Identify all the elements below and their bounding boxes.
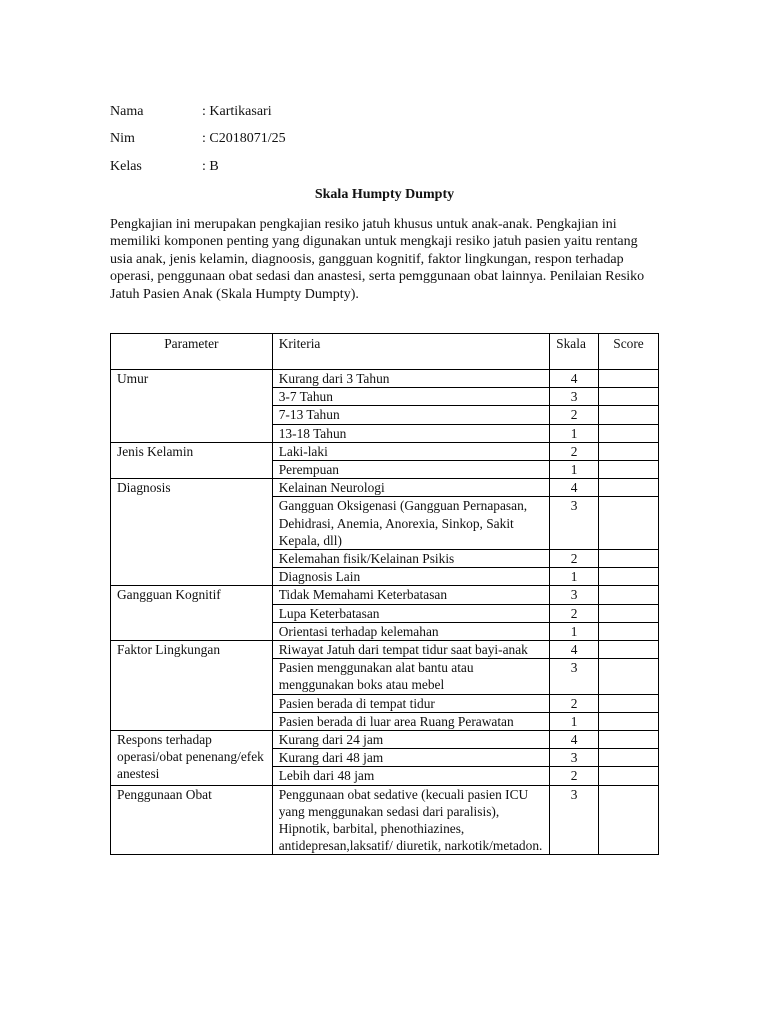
score-cell <box>599 731 659 749</box>
score-cell <box>599 622 659 640</box>
score-cell <box>599 749 659 767</box>
humpty-dumpty-table <box>110 333 659 855</box>
header-skala: Skala <box>550 334 599 370</box>
skala-cell: 2 <box>550 442 599 460</box>
skala-cell: 3 <box>550 659 599 694</box>
table-row <box>111 370 659 388</box>
kriteria-cell: Perempuan <box>272 461 549 479</box>
header-parameter: Parameter <box>111 334 273 370</box>
kriteria-cell: Pasien menggunakan alat bantu atau menggunakan boks atau mebel <box>272 659 549 694</box>
kriteria-cell: Riwayat Jatuh dari tempat tidur saat bayi-anak <box>272 641 549 659</box>
skala-cell: 4 <box>550 731 599 749</box>
skala-cell: 1 <box>550 461 599 479</box>
nama-value: : Kartikasari <box>202 104 272 119</box>
intro-paragraph: Pengkajian ini merupakan pengkajian resiko jatuh khusus untuk anak-anak. Pengkajian ini memiliki komponen penting yang digunakan untuk mengkaji resiko jatuh pasien yaitu rentang usia anak, jenis kelamin, diagnoosis, gangguan kognitif, faktor lingkungan, respon terhadap operasi, penggunaan obat sedasi dan anastesi, serta pemggunaan obat lainnya. Penilaian Resiko Jatuh Pasien Anak (Skala Humpty Dumpty). <box>110 217 645 302</box>
kriteria-cell: Tidak Memahami Keterbatasan <box>272 586 549 604</box>
score-cell <box>599 479 659 497</box>
skala-cell: 2 <box>550 406 599 424</box>
kriteria-cell: Pasien berada di tempat tidur <box>272 694 549 712</box>
document-title: Skala Humpty Dumpty <box>314 187 455 202</box>
table-header-row <box>111 334 659 370</box>
score-cell <box>599 497 659 550</box>
score-cell <box>599 604 659 622</box>
score-cell <box>599 461 659 479</box>
skala-cell: 1 <box>550 622 599 640</box>
score-cell <box>599 767 659 785</box>
kriteria-cell: 13-18 Tahun <box>272 424 549 442</box>
header-kriteria: Kriteria <box>272 334 549 370</box>
score-cell <box>599 370 659 388</box>
kriteria-cell: Kurang dari 48 jam <box>272 749 549 767</box>
kriteria-cell: 7-13 Tahun <box>272 406 549 424</box>
nim-label: Nim <box>110 131 135 146</box>
kriteria-cell: Pasien berada di luar area Ruang Perawatan <box>272 712 549 730</box>
skala-cell: 2 <box>550 604 599 622</box>
kriteria-cell: Penggunaan obat sedative (kecuali pasien ICU yang menggunakan sedasi dari paralisis), Hipnotik, barbital, phenothiazines, antidepresan,laksatif/ diuretik, narkotik/metadon. <box>272 785 549 855</box>
score-cell <box>599 442 659 460</box>
parameter-cell: Jenis Kelamin <box>111 442 273 478</box>
score-cell <box>599 659 659 694</box>
header-score: Score <box>599 334 659 370</box>
score-cell <box>599 424 659 442</box>
kriteria-cell: Lupa Keterbatasan <box>272 604 549 622</box>
skala-cell: 2 <box>550 694 599 712</box>
nim-value: : C2018071/25 <box>202 131 286 146</box>
table-body <box>111 370 659 855</box>
skala-cell: 1 <box>550 424 599 442</box>
table-row <box>111 479 659 497</box>
table-row <box>111 641 659 659</box>
skala-cell: 4 <box>550 641 599 659</box>
kriteria-cell: Kurang dari 24 jam <box>272 731 549 749</box>
skala-cell: 4 <box>550 370 599 388</box>
score-cell <box>599 712 659 730</box>
skala-cell: 2 <box>550 550 599 568</box>
kriteria-cell: Laki-laki <box>272 442 549 460</box>
score-cell <box>599 550 659 568</box>
parameter-cell: Umur <box>111 370 273 443</box>
skala-cell: 1 <box>550 712 599 730</box>
skala-cell: 3 <box>550 586 599 604</box>
skala-cell: 3 <box>550 749 599 767</box>
skala-cell: 1 <box>550 568 599 586</box>
score-cell <box>599 785 659 855</box>
score-cell <box>599 388 659 406</box>
score-cell <box>599 568 659 586</box>
table-row <box>111 731 659 749</box>
table-row <box>111 586 659 604</box>
skala-cell: 3 <box>550 785 599 855</box>
score-cell <box>599 406 659 424</box>
skala-cell: 4 <box>550 479 599 497</box>
table-row <box>111 442 659 460</box>
kelas-label: Kelas <box>110 159 142 174</box>
parameter-cell: Respons terhadap operasi/obat penenang/efek anestesi <box>111 731 273 786</box>
score-cell <box>599 586 659 604</box>
table-row <box>111 785 659 855</box>
parameter-cell: Penggunaan Obat <box>111 785 273 855</box>
kriteria-cell: Kurang dari 3 Tahun <box>272 370 549 388</box>
skala-cell: 3 <box>550 497 599 550</box>
skala-cell: 2 <box>550 767 599 785</box>
kelas-value: : B <box>202 159 219 174</box>
kriteria-cell: Orientasi terhadap kelemahan <box>272 622 549 640</box>
parameter-cell: Faktor Lingkungan <box>111 641 273 731</box>
nama-label: Nama <box>110 104 144 119</box>
kriteria-cell: 3-7 Tahun <box>272 388 549 406</box>
kriteria-cell: Lebih dari 48 jam <box>272 767 549 785</box>
kriteria-cell: Gangguan Oksigenasi (Gangguan Pernapasan, Dehidrasi, Anemia, Anorexia, Sinkop, Sakit Kepala, dll) <box>272 497 549 550</box>
kriteria-cell: Diagnosis Lain <box>272 568 549 586</box>
skala-cell: 3 <box>550 388 599 406</box>
parameter-cell: Gangguan Kognitif <box>111 586 273 641</box>
parameter-cell: Diagnosis <box>111 479 273 586</box>
kriteria-cell: Kelainan Neurologi <box>272 479 549 497</box>
kriteria-cell: Kelemahan fisik/Kelainan Psikis <box>272 550 549 568</box>
score-cell <box>599 641 659 659</box>
score-cell <box>599 694 659 712</box>
